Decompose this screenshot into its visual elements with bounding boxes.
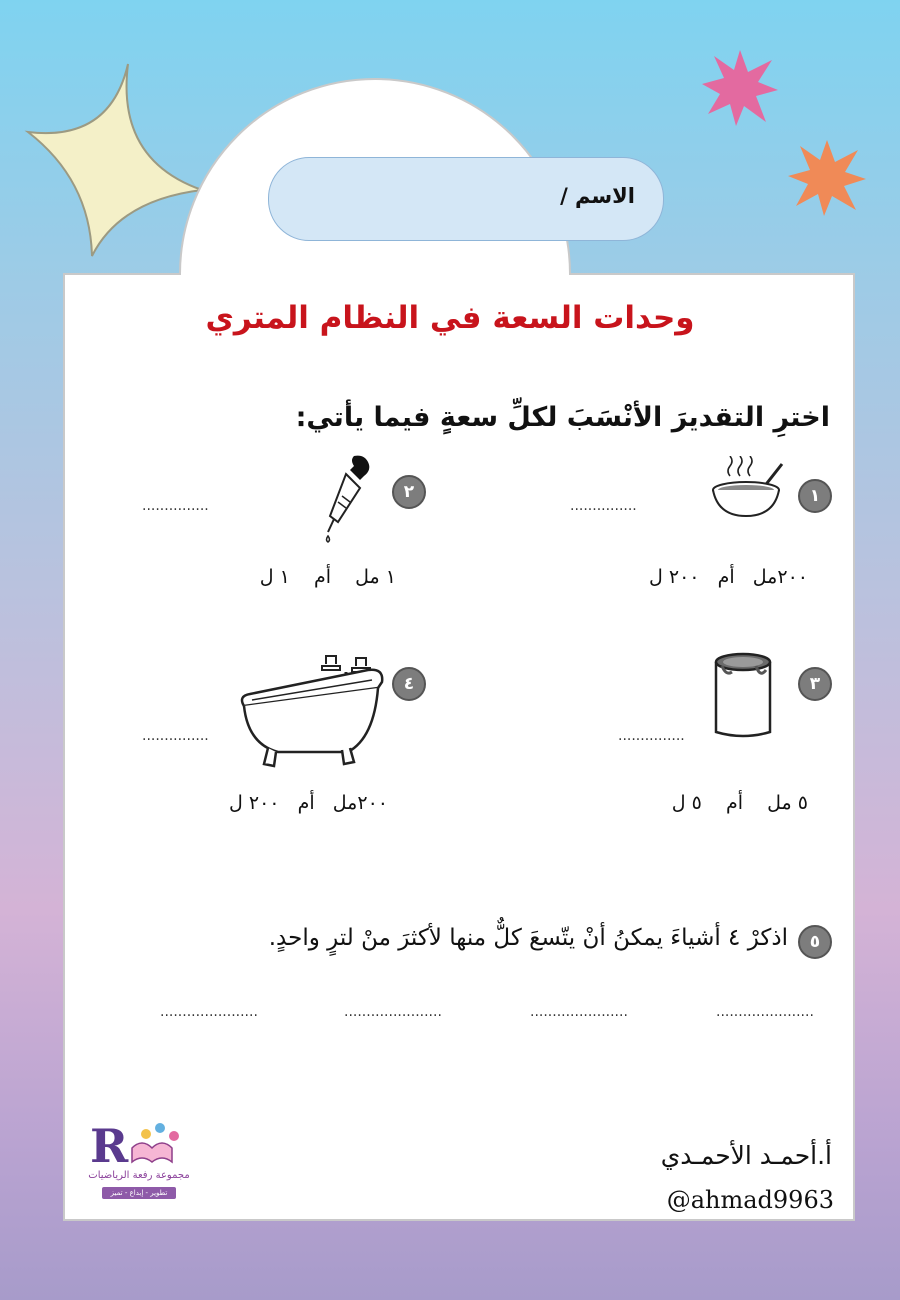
logo-subtitle: تطوير - إبداع - تميز: [102, 1187, 176, 1199]
answer-choices: ٢٠٠مل أم ٢٠٠ ل: [229, 792, 388, 814]
name-label: الاسم /: [560, 184, 635, 208]
author-name: أ.أحمـد الأحمـدي: [660, 1141, 832, 1170]
answer-blank[interactable]: ...............: [142, 728, 209, 744]
soup-bowl-icon: [708, 456, 786, 522]
answer-choices: ٥ مل أم ٥ ل: [671, 792, 808, 814]
answer-blank[interactable]: ...............: [142, 498, 209, 514]
answer-choices: ١ مل أم ١ ل: [259, 566, 396, 588]
group-logo: [88, 1118, 190, 1206]
worksheet-title: وحدات السعة في النظام المتري: [205, 300, 695, 336]
name-field[interactable]: [268, 157, 664, 241]
answer-blank[interactable]: ......................: [160, 1004, 258, 1020]
instruction-text: اخترِ التقديرَ الأنْسَبَ لكلِّ سعةٍ فيما يأتي:: [295, 402, 830, 433]
answer-blank[interactable]: ......................: [716, 1004, 814, 1020]
logo-mark-icon: [88, 1118, 190, 1174]
dropper-icon: [316, 452, 378, 544]
question-number-badge: ١: [798, 479, 832, 513]
bathtub-icon: [238, 648, 388, 778]
svg-text:R: R: [90, 1119, 129, 1173]
answer-blank[interactable]: ...............: [618, 728, 685, 744]
question-number-badge: ٥: [798, 925, 832, 959]
question-number-badge: ٣: [798, 667, 832, 701]
question5-text: اذكرْ ٤ أشياءَ يمكنُ أنْ يتّسعَ كلٌّ منها لأكثرَ منْ لترٍ واحدٍ.: [268, 925, 788, 951]
paint-can-icon: [712, 648, 774, 740]
answer-choices: ٢٠٠مل أم ٢٠٠ ل: [649, 566, 808, 588]
answer-blank[interactable]: ......................: [530, 1004, 628, 1020]
answer-blank[interactable]: ......................: [344, 1004, 442, 1020]
question-number-badge: ٤: [392, 667, 426, 701]
question-number-badge: ٢: [392, 475, 426, 509]
author-handle: @ahmad9963: [666, 1186, 834, 1214]
logo-text: مجموعة رفعة الرياضيات: [88, 1170, 190, 1181]
answer-blank[interactable]: ...............: [570, 498, 637, 514]
